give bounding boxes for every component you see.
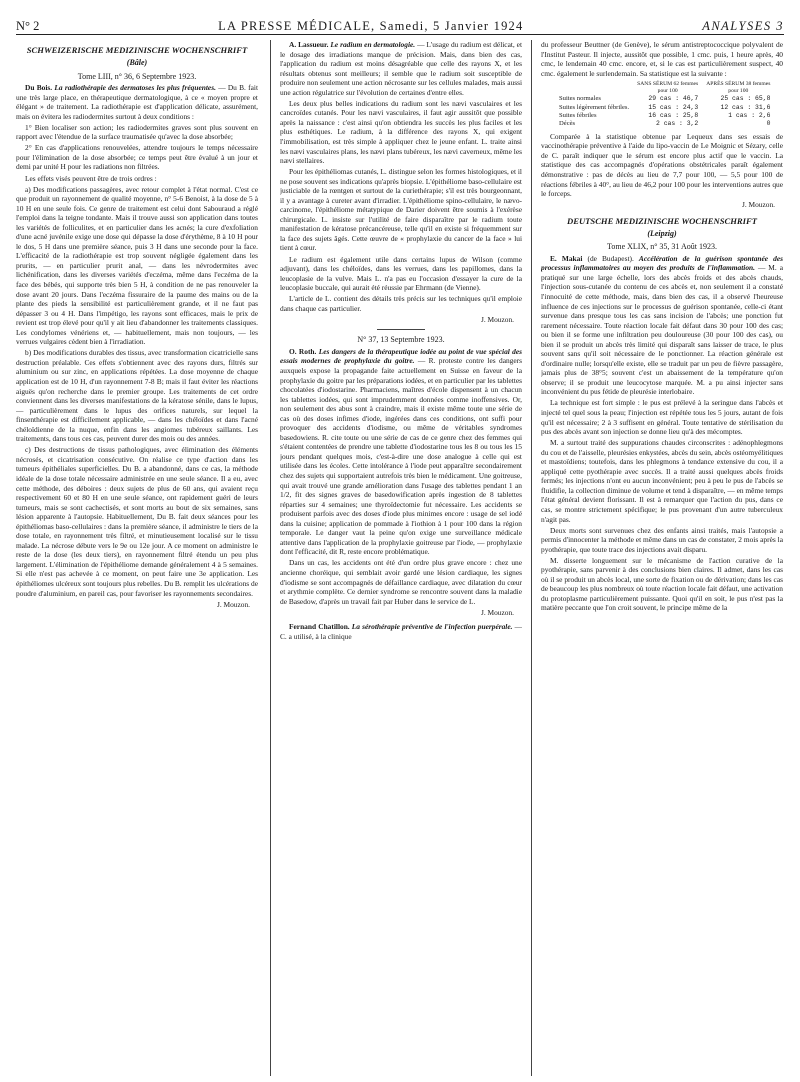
table-header: APRÈS SÉRUM 38 femmes xyxy=(706,81,771,88)
article-paragraph: Comparée à la statistique obtenue par Lequeux dans ses essais de vaccinothérapie préventive à l'aide du lipo-vaccin de Le Moignic et Sézary, celle de C. paraît indiquer que le sérum est encore plus actif que le vaccin. La statistique des cas accompagnés d'opérations obstétricales paraît également démonstrative : pas de décès au lieu de 7,7 pour 100, — 5,5 pour 100 de réactions fébriles à 40°, au lieu de 46,2 pour 100 pour les interventions autres que le forceps. xyxy=(541,131,783,199)
article-paragraph: Les effets visés peuvent être de trois ordres : xyxy=(25,173,157,183)
article-text: — M. a pratiqué sur une large échelle, lors des abcès froids et des abcès chauds, l'injection sous-cutanée du contenu de ces abcès et, non seulement il a constaté l'innocuité de cette méthode, mais, dans bien des cas, il a observé l'heureuse influence de ces injections sur le processus de guérison spontanée, celle-ci étant survenue dans presque tous les cas sans incision de l'abcès; une ponction fut rarement nécessaire. Toute réaction locale fait défaut dans 30 pour 100 des cas; ou bien il se forme une infiltration peu douloureuse (30 pour 100 des cas), ou bien il se produit un abcès très limité qui disparaît sans laisser de trace, le plus souvent sans qu'il soit nécessaire de le ponctionner. La réaction générale est d'ordinaire nulle; lorsqu'elle existe, elle se traduit par un peu de fièvre passagère, jamais plus de 38°5; souvent c'est un abaissement de la température qu'on observe; il se produit une leucocytose marquée. M. a pu ainsi injecter sans inconvénient du pus fétide de pleurésie interlobaire. xyxy=(541,263,783,397)
article-author: A. Lassueur. xyxy=(289,40,329,49)
article-title: Accélération de la guérison spontanée des processus inflammatoires au moyen des produits de l'inflammation. xyxy=(541,253,783,273)
article-text: — R. proteste contre les dangers auxquels expose la propagande faite actuellement en Suisse en faveur de la prophylaxie du goitre par les préparations iodées, et en particulier par les tablettes chocolatées d'iodostarine. Pharmaciens, maîtres d'école dispensent à un chacun les tablettes iodées, qui sont imprudemment données comme inoffensives. Or, non seulement des abus sont à craindre, mais il existe même toute une série de cas où des doses infimes d'iode, ingérées dans ces conditions, ont suffi pour provoquer des accidents d'iodisme, ou même de véritables syndromes basedowiens. R. cite toute ou une série de cas de ce genre chez des femmes qui s'étaient contentées de prendre une tablette d'iodostarine tous les 8 ou tous les 15 jours pendant quelques mois, c'est-à-dire une dose analogue à celle qui est utilisée dans les écoles. Cette intolérance à l'iode peut apparaître secondairement chez des sujets qui supportaient autrefois très bien le médicament. Une goitreuse, qui avait trouvé une grande amélioration dans l'usage des tablettes pendant 1 an 1/2, fit des signes graves de basedowification après ingestion de 8 tablettes réparties sur 4 semaines; une thyroïdectomie fut nécessaire. Les accidents se produisent parfois avec des doses d'iode plus minimes encore : usage de sel iodé dans la cuisine; application de pommade à l'iothion à 1 pour 100 dans la région temporale. Le danger vaut la peine qu'on exige une surveillance médicale attentive dans l'application de la prophylaxie goitreuse par l'iode, — prophylaxie dont l'efficacité, dit R, reste encore problématique. xyxy=(280,356,522,557)
cell-without: 16 cas : 25,8 xyxy=(648,112,699,119)
article-paragraph: 1° Bien localiser son action; les radiodermites graves sont plus souvent en rapport avec l'étendue de la surface traumatisée qu'avec la dose absorbée; xyxy=(16,122,258,142)
row-label: Suites normales xyxy=(559,95,601,103)
signature: J. Mouzon. xyxy=(741,200,775,210)
article-paragraph: c) Des destructions de tissus pathologiques, avec élimination des éléments nécrosés, et cicatrisation consécutive. On réalise ce type d'action dans les tumeurs épithéliales superficielles. Du B. a abandonné, dans ce cas, la méthode idéale de la dose totale nécessaire administrée en une seule séance. Il a eu, avec cette méthode, des déboires : deux sujets de plus de 60 ans, qui avaient reçu respectivement 60 et 80 H en une seule séance, ont rapidement guéri de leurs tumeurs, mais se sont cachectisés, et sont morts au bout de six semaines, sans lésion apparente à l'autopsie. Habituellement, Du B. fait deux séances pour les épithéliomas baso-cellulaires : dans la première séance, il administre le tiers de la dose totale, en rayonnement très filtré, et minutieusement localisé sur le tissu malade. La nécrose débute vers le 9e ou 12e jour. A ce moment on administre le reste de la dose (les deux tiers), en rayonnement filtré étendu un peu plus largement. L'élimination de l'épithéliome demande généralement 4 à 5 semaines. Si elle n'est pas achevée à ce moment, on peut faire une 3e application. Les épithéliomes ulcéreux sont toujours plus rebelles. Du B. remplit les ulcérations de poudre d'aluminium, en pareil cas, pour favoriser les rayonnements secondaires. xyxy=(16,445,258,598)
article-paragraph: Le radium est également utile dans certains lupus de Wilson (comme adjuvant), dans les chéloïdes, dans les verrues, dans les papillomes, dans la leucoplasie de la vulve. Mais L. n'a pas eu l'occasion d'essayer la cure de la leucoplasie buccale, qui aurait été réussie par Ehrmann (de Vienne). xyxy=(280,254,522,293)
page-number: N° 2 xyxy=(16,19,40,33)
column-rule-2 xyxy=(531,40,532,1076)
row-label: Décès xyxy=(559,120,576,128)
journal-title: DEUTSCHE MEDIZINISCHE WOCHENSCHRIFT xyxy=(567,215,757,226)
signature: J. Mouzon. xyxy=(480,314,514,324)
table-row xyxy=(555,112,774,120)
article-paragraph: Pour les épithéliomas cutanés, L. distingue selon les formes histologiques, et il ne pose souvent ses indications qu'après biopsie. L'épithéliome baso-cellulaire est justiciable de la rœntgen et surtout de la curiethérapie; s'il est très bourgeonnant, il y a avantage à cureter avant d'irradier. L'épithéliome spino-cellulaire, le nævo-carcinome, l'épithéliome métatypique de Darier doivent être soumis à l'exérèse chirurgicale. L. insiste sur l'utilité de faire disparaître par le radium toute manifestation de kératose précancéreuse, telle qu'il en existe si fréquemment sur la face des sujets âgés. Cette œuvre de « prophylaxie du cancer de la face » lui tient à cœur. xyxy=(280,167,522,253)
cell-with: 25 cas : 65,8 xyxy=(720,95,771,103)
journal-city: (Leipzig) xyxy=(647,228,677,238)
table-unit: pour 100 xyxy=(728,88,749,95)
author-affiliation: (de Budapest). xyxy=(587,253,634,263)
article-paragraph: M. a surtout traité des suppurations chaudes circonscrites : adénophlegmons du cou et de l'aisselle, pleurésies enkystées, abcès du sein, abcès ostéomyélitiques et mastoïdiens; toutefois, dans les phlegmons à tendance extensive du cou, il a appliqué cette pyothérapie avec succès. Il a traité aussi quelques abcès froids fermés; les injections n'ont eu aucun inconvénient; peu à peu le pus de l'abcès se fluidifie, la collection diminue de volume et tend à disparaître, — en même temps l'état général devient florissant. Il est à remarquer que l'action du pus, dans ce cas, se montre strictement spécifique; le pus provenant d'un autre tuberculeux n'agit pas. xyxy=(541,438,783,524)
article-paragraph: 2° En cas d'applications renouvelées, attendre toujours le temps nécessaire pour l'élimination de la dose absorbée; ce temps peut être évalué à un jour et demi par unité H pour les radiations non filtrées. xyxy=(16,143,258,172)
article-title: La sérothérapie préventive de l'infection puerpérale. xyxy=(351,622,513,632)
table-row xyxy=(555,95,774,103)
running-header xyxy=(16,12,784,35)
cell-with: 0 xyxy=(766,120,771,128)
article-paragraph xyxy=(280,347,522,557)
section-title: ANALYSES 3 xyxy=(702,19,784,33)
column-3 xyxy=(541,40,783,1076)
statistics-table xyxy=(555,81,774,129)
article-text: — Du B. fait une très large place, en thérapeutique dermatologique, à ce « moyen propre et élégant » de traitement. La radiothérapie est d'application délicate, assurément, mais on évitera les radiodermites surtout à deux conditions : xyxy=(16,83,258,121)
separator-rule xyxy=(377,329,425,330)
table-unit: pour 100 xyxy=(657,88,678,95)
table-header-row xyxy=(555,81,774,88)
article-text: — C. a utilisé, à la clinique xyxy=(280,622,522,641)
article-paragraph: La technique est fort simple : le pus est prélevé à la seringue dans l'abcès et injecté tel quel sous la peau; l'injection est répétée tous les 5 jours, autant de fois qu'il est nécessaire; 2 à 3 suffisent en général. Toute tentative de stérilisation du pus des abcès avant son injection se donne lieu qu'à des mécomptes. xyxy=(541,398,783,437)
article-author: O. Roth. xyxy=(289,346,317,356)
article-paragraph: Deux morts sont survenues chez des enfants ainsi traités, mais l'autopsie a permis d'innocenter la méthode et même dans un cas de constater, 2 mois après la pyothérapie, que toute trace des injections avait disparu. xyxy=(541,525,783,554)
journal-header: LA PRESSE MÉDICALE, Samedi, 5 Janvier 1924 xyxy=(218,19,524,33)
article-paragraph xyxy=(541,254,783,397)
article-paragraph xyxy=(280,622,522,641)
article-paragraph: a) Des modifications passagères, avec retour complet à l'état normal. C'est ce que produit un rayonnement de qualité moyenne, n° 5-6 Benoist, à la dose de 5 à 10 H en une seule fois. Ce genre de traitement est celui dont Sabouraud a réglé l'emploi dans la teigne tondante. Mais il trouve aussi son application dans toutes les variétés de folliculites, et en particulier dans les acnés; la cure d'exfoliation d'une acné juvénile exige une dose qui dépasse la dose d'érythème, 8 à 10 H pour le dos, 5 H dans une première séance, puis 3 H dans une seconde pour la face. L'efficacité de la radiothérapie est trop souvent négligée également dans les prurits, — en particulier prurit anal, — dans les névrodermites avec lichénification, dans les diverses variétés d'eczéma, même dans l'eczéma de la face des bébés, qui supporte très bien 5 H, à condition de ne pas renouveler la dose avant 20 jours. Dans l'eczéma fissuraire de la paume des mains ou de la plante des pieds la sensibilité est particulièrement grande, et il ne faut pas dépasser 3 ou 4 H. Dans l'impétigo, les rayons sont efficaces, mais le prix de revient est trop élevé pour qu'il y ait lieu d'abandonner les traitements classiques. Les condylomes vénériens et, — habituellement, mais non toujours, — les verrues vulgaires cèdent bien à l'irradiation. xyxy=(16,184,258,347)
column-1 xyxy=(16,40,258,1076)
article-paragraph: Les deux plus belles indications du radium sont les nævi vasculaires et les cancroïdes cutanés. Pour les nævi vasculaires, il faut agir aussitôt que possible après la naissance : c'est ainsi qu'on obtiendra les succès les plus faciles et les plus esthétiques. Le radium, à la différence des rayons X, qui exigent l'immobilisation, est très simple à appliquer chez le jeune enfant. L. traite ainsi les nævi vasculaires plans, les nævi plans tubéreux, les nævi caverneux, même les nævi stellaires. xyxy=(280,98,522,166)
cell-without: 29 cas : 46,7 xyxy=(648,95,699,103)
article-text: — L'usage du radium est délicat, et le dosage des irradiations manque de précision. Mais, dans bien des cas, l'application du radium est moins désagréable que celle des rayons X, et les résultats obtenus sont meilleurs; il semble que le radium soit susceptible de produire non seulement une action nécrosante sur les cellules malades, mais aussi une action régulatrice sur l'évolution de certaines d'entre elles. xyxy=(280,40,522,97)
table-unit-row xyxy=(555,88,774,95)
issue-line: N° 37, 13 Septembre 1923. xyxy=(357,335,445,345)
column-2 xyxy=(280,40,522,1076)
article-title: La radiothérapie des dermatoses les plus fréquentes. xyxy=(54,83,216,93)
article-author: Fernand Chatillon. xyxy=(289,622,350,632)
cell-without: 2 cas : 3,2 xyxy=(656,120,699,128)
article-paragraph: M. disserte longuement sur le mécanisme de l'action curative de la pyothérapie, sans parvenir à des conclusions bien claires. Il admet, dans les cas où il se produit un abcès local, une sorte de fixation ou de dérivation; dans les cas de beaucoup les plus nombreux où toute réaction locale fait défaut, une activation du protoplasme particulièrement puissante. Quoi qu'il en soit, le pus n'est pas la matière peccante que l'on croit souvent, le principe même de la xyxy=(541,555,783,613)
article-paragraph: b) Des modifications durables des tissus, avec transformation cicatricielle sans destruction préalable. Ces effets s'obtiennent avec des rayons durs, filtrés sur aluminium ou sur zinc, en applications répétées. La dose moyenne de chaque application est de 10 H, d'un rayonnement 7-8 B; mais il faut éviter les réactions aiguës qu'on recherche dans le premier groupe. Les traitements de cet ordre conviennent dans les diverses manifestations de la kératose sénile, dans le lupus, — particulièrement dans le lupus des orifices naturels, sur lequel la finsenthérapie est difficilement applicable, — dans les chéloïdes et dans l'acné chéloïdienne de la nuque, enfin dans les angiomes tubéreux saillants. Les traitements, dans tous ces cas, peuvent durer des mois ou des années. xyxy=(16,348,258,444)
table-row xyxy=(555,120,774,128)
article-title: Les dangers de la thérapeutique iodée au point de vue spécial des essais modernes de prophylaxie du goitre. xyxy=(280,346,522,366)
issue-line: Tome XLIX, n° 35, 31 Août 1923. xyxy=(607,242,717,252)
cell-without: 15 cas : 24,3 xyxy=(648,103,699,111)
article-paragraph: du professeur Beuttner (de Genève), le sérum antistreptococcique polyvalent de l'Institut Pasteur. Il injecte, aussitôt que possible, 1 cmc. puis, 1 heure après, 40 cmc, le lendemain 40 cmc. encore, et, si le cas est particulièrement suspect, 40 cmc. également le surlendemain. Sa statistique est la suivante : xyxy=(541,40,783,78)
article-title: Le radium en dermatologie. xyxy=(330,40,416,49)
cell-with: 1 cas : 2,6 xyxy=(728,112,771,119)
issue-line: Tome LIII, n° 36, 6 Septembre 1923. xyxy=(77,71,197,81)
journal-city: (Bâle) xyxy=(126,58,148,67)
column-rule-1 xyxy=(270,40,271,1076)
cell-with: 12 cas : 31,6 xyxy=(720,103,771,111)
article-paragraph: L'article de L. contient des détails très précis sur les techniques qu'il emploie dans chaque cas particulier. xyxy=(280,294,522,313)
signature: J. Mouzon. xyxy=(216,599,250,609)
journal-title: SCHWEIZERISCHE MEDIZINISCHE WOCHENSCHRIFT xyxy=(26,45,248,55)
row-label: Suites fébriles xyxy=(559,112,597,119)
article-author: Du Bois. xyxy=(25,83,53,93)
article-paragraph xyxy=(16,83,258,121)
article-paragraph xyxy=(280,40,522,97)
article-author: E. Makai xyxy=(550,253,583,263)
article-paragraph: Dans un cas, les accidents ont été d'un ordre plus grave encore : chez une ancienne choréique, qui semblait avoir gardé une lésion cardiaque, les signes d'iodisme se sont accompagnés de défaillance cardiaque, avec dilatation du cœur et arythmie complète. Ce dernier syndrome se rencontre souvent dans la maladie de Basedow, d'après un travail fait par Huber dans le service de L. xyxy=(280,558,522,606)
signature: J. Mouzon. xyxy=(480,607,514,617)
row-label: Suites légèrement fébriles. xyxy=(559,103,630,111)
table-row xyxy=(555,104,774,112)
table-header: SANS SÉRUM 62 femmes xyxy=(637,81,699,88)
